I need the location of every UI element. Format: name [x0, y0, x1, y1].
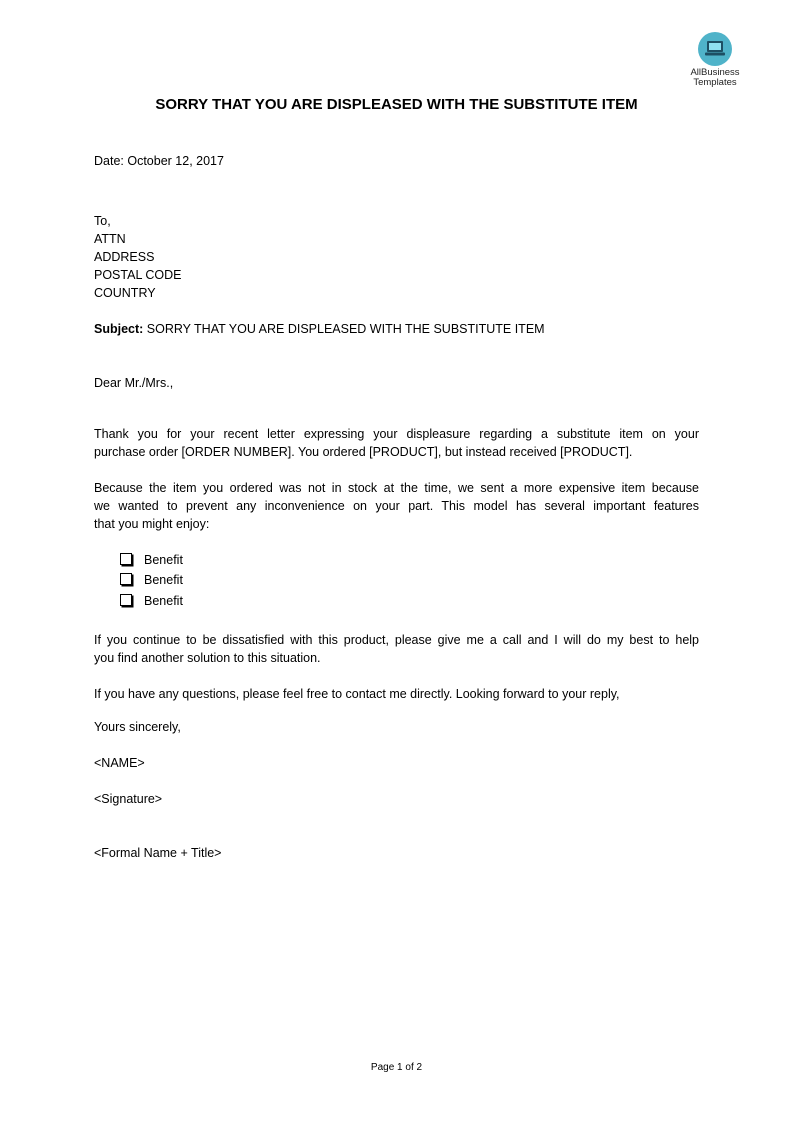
closing: Yours sincerely, [94, 720, 181, 734]
benefit-label: Benefit [144, 573, 183, 587]
subject-text: SORRY THAT YOU ARE DISPLEASED WITH THE SUBSTITUTE ITEM [146, 322, 545, 336]
benefit-label: Benefit [144, 553, 183, 567]
address-line-attn: ATTN [94, 232, 126, 246]
salutation: Dear Mr./Mrs., [94, 376, 174, 390]
letter-title: SORRY THAT YOU ARE DISPLEASED WITH THE SUBSTITUTE ITEM [155, 96, 638, 113]
laptop-icon [698, 32, 732, 66]
paragraph-1-line-1: Thank you for your recent letter expressing your displeasure regarding a substitute item on your [94, 427, 699, 441]
paragraph-4: If you have any questions, please feel free to contact me directly. Looking forward to your reply, [94, 687, 620, 701]
paragraph-1 [94, 425, 699, 461]
benefit-item [120, 592, 183, 610]
paragraph-2-line-3: that you might enjoy: [94, 517, 210, 531]
logo-text-line2: Templates [693, 77, 737, 88]
formal-name-title: <Formal Name + Title> [94, 846, 222, 860]
checkbox-icon [120, 573, 132, 585]
checkbox-icon [120, 553, 132, 565]
paragraph-2-line-1: Because the item you ordered was not in stock at the time, we sent a more expensive item because [94, 481, 699, 495]
address-line-postal-code: POSTAL CODE [94, 268, 182, 282]
letter-date: Date: October 12, 2017 [94, 154, 224, 168]
address-line-to: To, [94, 214, 111, 228]
checkbox-icon [120, 594, 132, 606]
signature: <Signature> [94, 792, 163, 806]
page-number: Page 1 of 2 [370, 1062, 423, 1073]
paragraph-2 [94, 479, 699, 533]
paragraph-3 [94, 631, 699, 667]
logo-text-line1: AllBusiness [690, 67, 740, 78]
paragraph-1-line-2: purchase order [ORDER NUMBER]. You ordered [PRODUCT], but instead received [PRODUCT]. [94, 445, 633, 459]
subject-line [94, 320, 545, 338]
paragraph-2-line-2: we wanted to prevent any inconvenience on your part. This model has several important features [94, 499, 699, 513]
benefit-item [120, 571, 183, 589]
brand-logo [676, 32, 754, 88]
benefit-item [120, 551, 183, 569]
sender-name: <NAME> [94, 756, 145, 770]
subject-label: Subject: [94, 322, 144, 336]
address-line-country: COUNTRY [94, 286, 156, 300]
paragraph-3-line-1: If you continue to be dissatisfied with this product, please give me a call and I will do my best to help [94, 633, 699, 647]
address-line-address: ADDRESS [94, 250, 155, 264]
paragraph-3-line-2: you find another solution to this situation. [94, 651, 321, 665]
benefit-label: Benefit [144, 594, 183, 608]
